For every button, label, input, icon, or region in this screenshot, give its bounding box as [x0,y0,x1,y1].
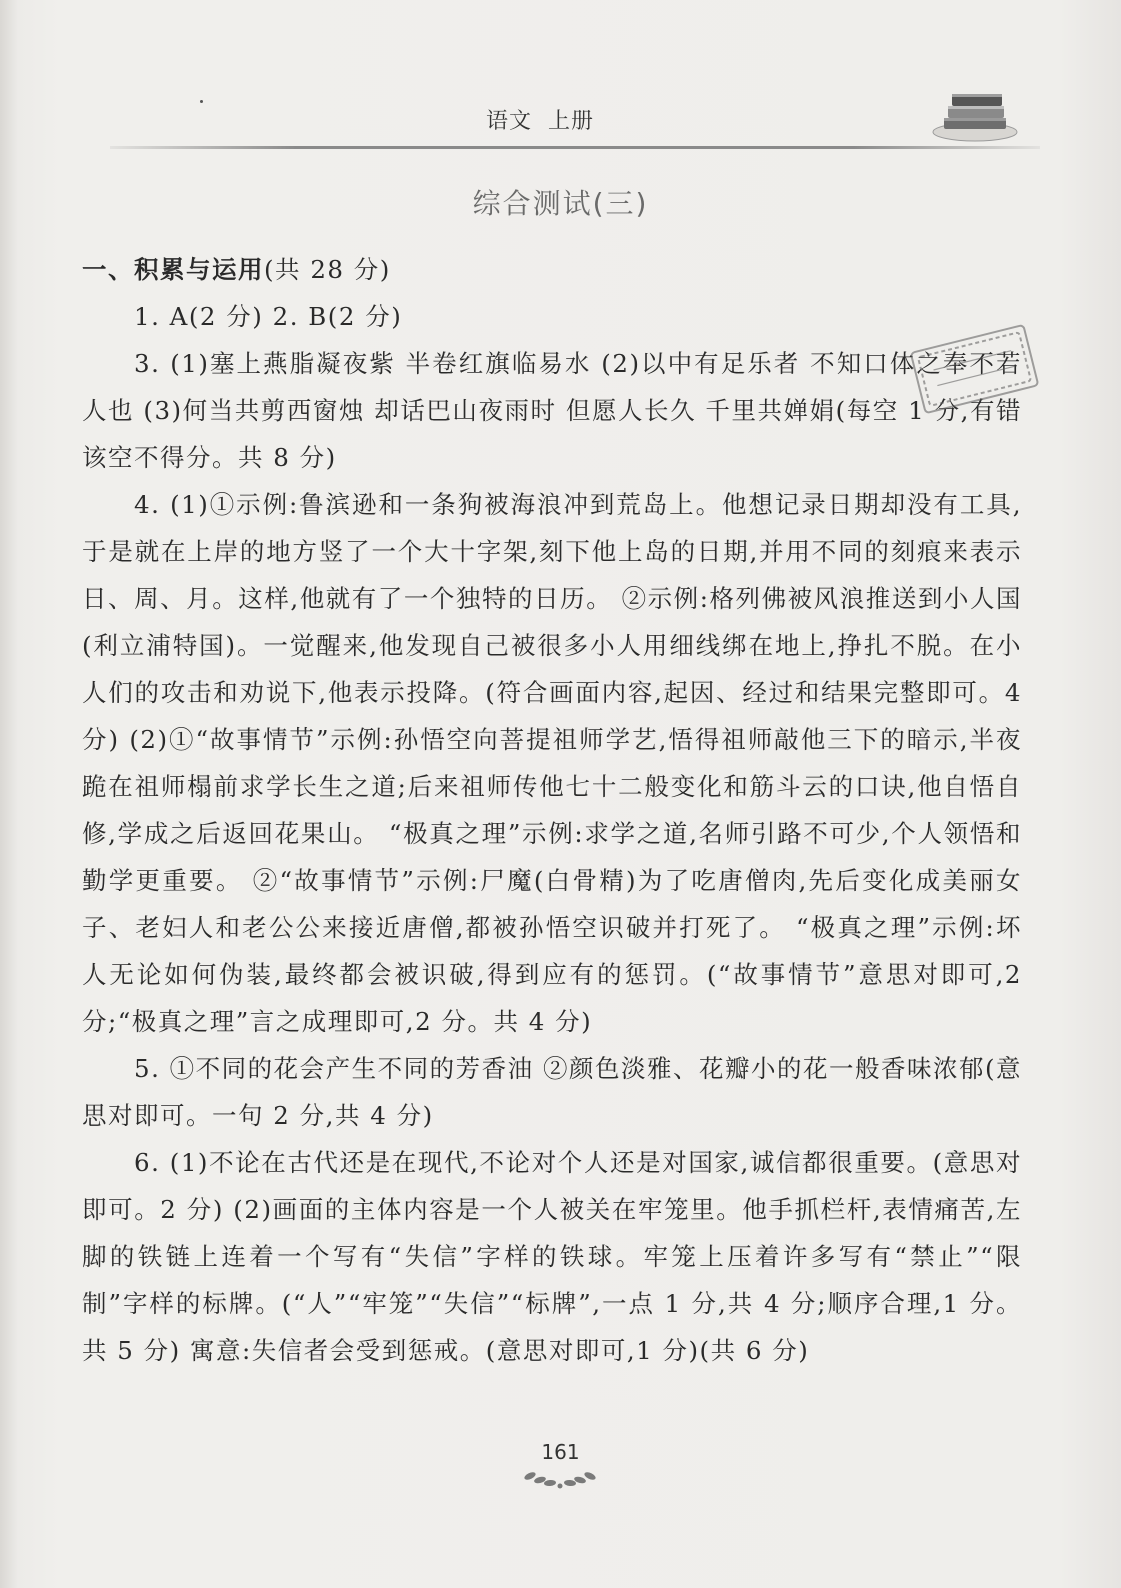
leaf-ornament-icon [500,1462,620,1492]
answer-paragraph-3: 3. (1)塞上燕脂凝夜紫 半卷红旗临易水 (2)以中有足乐者 不知口体之奉不若人也 (3)何当共剪西窗烛 却话巴山夜雨时 但愿人长久 千里共婵娟(每空 1 分,有错该空不得分。共 8 分) [82,349,1022,472]
answer-paragraph-5: 5. ①不同的花会产生不同的芳香油 ②颜色淡雅、花瓣小的花一般香味浓郁(意思对即可。一句 2 分,共 4 分) [82,1054,1023,1130]
stamp-mark [905,316,1045,426]
part-heading [82,246,1022,293]
header-title: 语文 上册 [486,109,594,134]
section-title: 综合测试(三) [472,187,649,220]
answer-paragraph-1: 1. A(2 分) 2. B(2 分) [134,302,403,331]
header-dot [200,100,203,103]
page-header [0,0,1121,160]
part-heading-score: (共 28 分) [264,255,391,284]
answer-paragraph-4: 4. (1)①示例:鲁滨逊和一条狗被海浪冲到荒岛上。他想记录日期却没有工具,于是就在上岸的地方竖了一个大十字架,刻下他上岛的日期,并用不同的刻痕来表示日、周、月。这样,他就有了一个独特的日历。 ②示例:格列佛被风浪推送到小人国(利立浦特国)。一觉醒来,他发现自己被很多小人用细线绑在地上,挣扎不脱。在小人们的攻击和劝说下,他表示投降。(符合画面内容,起因、经过和结果完整即可。4 分) (2)①“故事情节”示例:孙悟空向菩提祖师学艺,悟得祖师敲他三下的暗示,半夜跪在祖师榻前求学长生之道;后来祖师传他七十二般变化和筋斗云的口诀,他自悟自修,学成之后返回花果山。 “极真之理”示例:求学之道,名师引路不可少,个人领悟和勤学更重要。 ②“故事情节”示例:尸魔(白骨精)为了吃唐僧肉,先后变化成美丽女子、老妇人和老公公来接近唐僧,都被孙悟空识破并打死了。 “极真之理”示例:坏人无论如何伪装,最终都会被识破,得到应有的惩罚。(“故事情节”意思对即可,2 分;“极真之理”言之成理即可,2 分。共 4 分) [82,490,1022,1036]
part-heading-text: 一、积累与运用 [82,255,264,284]
header-rule [110,146,1040,149]
answer-paragraph-6: 6. (1)不论在古代还是在现代,不论对个人还是对国家,诚信都很重要。(意思对即可。2 分) (2)画面的主体内容是一个人被关在牢笼里。他手抓栏杆,表情痛苦,左脚的铁链上连着一个写有“失信”字样的铁球。牢笼上压着许多写有“禁止”“限制”字样的标牌。(“人”“牢笼”“失信”“标牌”,一点 1 分,共 4 分;顺序合理,1 分。共 5 分) 寓意:失信者会受到惩戒。(意思对即可,1 分)(共 6 分) [82,1148,1022,1365]
books-icon [930,84,1020,144]
answer-content [82,246,1022,1374]
page-number: 161 [541,1440,580,1464]
